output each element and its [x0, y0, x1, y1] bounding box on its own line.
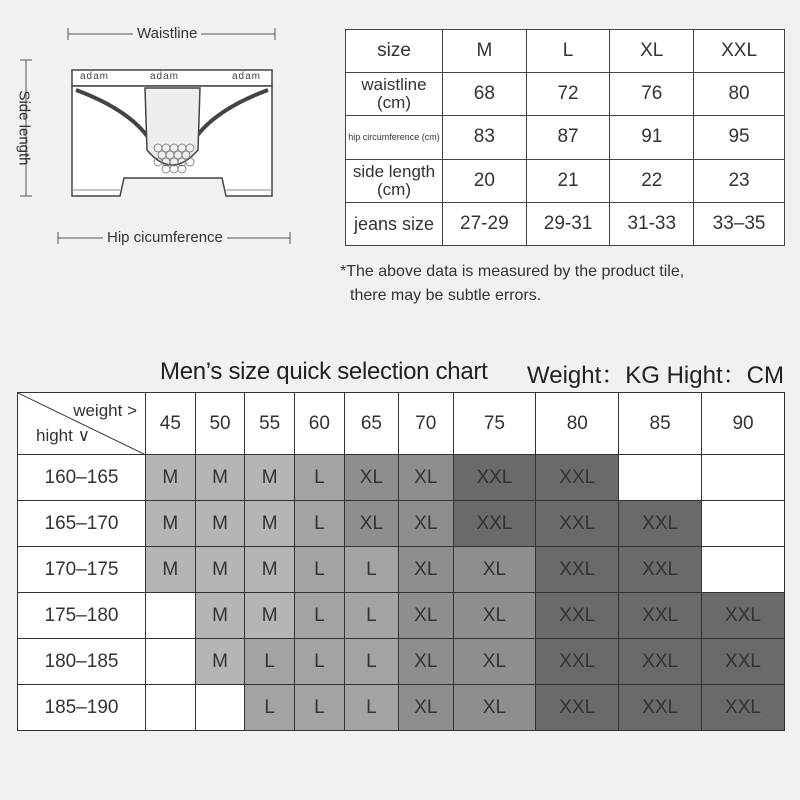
size-header: size — [346, 30, 443, 73]
size-cell: M — [245, 547, 295, 593]
size-cell — [702, 455, 785, 501]
size-cell: L — [295, 501, 345, 547]
size-cell: XL — [453, 639, 536, 685]
table-cell: 76 — [610, 73, 694, 116]
table-cell: 31-33 — [610, 202, 694, 245]
weight-header: 85 — [619, 393, 702, 455]
size-cell: XXL — [702, 685, 785, 731]
size-cell: XXL — [536, 685, 619, 731]
table-row — [18, 547, 785, 593]
table-cell: 95 — [694, 116, 785, 159]
chart-title: Men’s size quick selection chart — [160, 358, 488, 385]
table-cell: 21 — [526, 159, 610, 202]
table-cell: 29-31 — [526, 202, 610, 245]
size-cell: XL — [399, 455, 453, 501]
band-logo: adam — [150, 71, 180, 82]
table-cell: 23 — [694, 159, 785, 202]
size-table — [345, 29, 785, 246]
size-cell: XL — [399, 547, 453, 593]
hight-range: 160–165 — [18, 455, 146, 501]
table-cell: 83 — [443, 116, 527, 159]
size-cell: L — [295, 455, 345, 501]
size-cell: L — [344, 639, 398, 685]
weight-header: 60 — [295, 393, 345, 455]
size-cell: XL — [344, 501, 398, 547]
size-cell — [146, 593, 196, 639]
size-selection-table — [17, 392, 785, 731]
table-cell: 27-29 — [443, 202, 527, 245]
size-cell: XXL — [619, 547, 702, 593]
hight-range: 170–175 — [18, 547, 146, 593]
size-cell: M — [146, 547, 196, 593]
size-header: L — [526, 30, 610, 73]
size-cell: XXL — [619, 685, 702, 731]
size-cell: XL — [453, 593, 536, 639]
band-logo: adam — [80, 71, 110, 82]
size-cell: L — [344, 547, 398, 593]
size-cell: XL — [453, 547, 536, 593]
table-row — [18, 639, 785, 685]
size-cell: XXL — [536, 501, 619, 547]
size-cell: L — [344, 593, 398, 639]
size-cell: XL — [344, 455, 398, 501]
table-cell: 72 — [526, 73, 610, 116]
size-cell: M — [245, 593, 295, 639]
table-row — [18, 593, 785, 639]
size-cell: M — [195, 455, 245, 501]
note-line: there may be subtle errors. — [350, 287, 542, 304]
size-cell: XL — [399, 501, 453, 547]
units-label: Weight：KG Hight：CM — [527, 362, 784, 389]
size-cell: XXL — [536, 455, 619, 501]
size-cell: XL — [399, 639, 453, 685]
size-cell: XXL — [536, 593, 619, 639]
weight-header: 50 — [195, 393, 245, 455]
size-cell: XXL — [536, 639, 619, 685]
size-cell: XXL — [619, 593, 702, 639]
size-cell: M — [195, 639, 245, 685]
measurement-note — [340, 260, 684, 308]
weight-header: 70 — [399, 393, 453, 455]
size-cell: XXL — [702, 639, 785, 685]
table-corner-header — [18, 393, 146, 455]
size-cell: M — [245, 501, 295, 547]
table-cell: 22 — [610, 159, 694, 202]
size-cell: M — [195, 501, 245, 547]
row-label-side-length: side length (cm) — [346, 159, 443, 202]
hight-axis-label: hight ∨ — [36, 426, 91, 445]
size-cell — [702, 547, 785, 593]
size-cell: XXL — [536, 547, 619, 593]
weight-header: 65 — [344, 393, 398, 455]
weight-axis-label: weight > — [73, 401, 137, 420]
hight-range: 175–180 — [18, 593, 146, 639]
hight-range: 165–170 — [18, 501, 146, 547]
size-cell: L — [295, 639, 345, 685]
hip-label: Hip cicumference — [103, 229, 227, 246]
waistline-label: Waistline — [133, 25, 201, 42]
size-cell: M — [245, 455, 295, 501]
size-cell — [619, 455, 702, 501]
side-length-label: Side length — [15, 90, 33, 166]
table-cell: 68 — [443, 73, 527, 116]
size-cell: XXL — [619, 501, 702, 547]
size-cell: L — [295, 593, 345, 639]
size-cell: M — [146, 455, 196, 501]
weight-header: 75 — [453, 393, 536, 455]
size-cell: XXL — [453, 455, 536, 501]
size-cell: M — [146, 501, 196, 547]
table-cell: 20 — [443, 159, 527, 202]
size-cell: XL — [399, 685, 453, 731]
size-header: M — [443, 30, 527, 73]
size-cell: XXL — [702, 593, 785, 639]
size-header: XL — [610, 30, 694, 73]
table-cell: 33–35 — [694, 202, 785, 245]
table-cell: 80 — [694, 73, 785, 116]
size-cell: M — [195, 547, 245, 593]
table-row — [18, 501, 785, 547]
size-cell — [146, 685, 196, 731]
size-cell: L — [344, 685, 398, 731]
table-cell: 87 — [526, 116, 610, 159]
weight-header: 55 — [245, 393, 295, 455]
row-label-hip: hip circumference (cm) — [346, 116, 443, 159]
hight-range: 185–190 — [18, 685, 146, 731]
size-header: XXL — [694, 30, 785, 73]
weight-header: 90 — [702, 393, 785, 455]
size-cell: L — [295, 547, 345, 593]
size-cell — [195, 685, 245, 731]
size-cell — [146, 639, 196, 685]
hight-range: 180–185 — [18, 639, 146, 685]
note-line: *The above data is measured by the product tile, — [340, 263, 685, 280]
size-cell: XL — [453, 685, 536, 731]
table-cell: 91 — [610, 116, 694, 159]
size-cell: M — [195, 593, 245, 639]
weight-header: 80 — [536, 393, 619, 455]
weight-header: 45 — [146, 393, 196, 455]
row-label-jeans-size: jeans size — [346, 202, 443, 245]
size-cell: XXL — [619, 639, 702, 685]
size-cell: L — [295, 685, 345, 731]
size-cell: L — [245, 685, 295, 731]
size-cell — [702, 501, 785, 547]
size-cell: XXL — [453, 501, 536, 547]
size-cell: XL — [399, 593, 453, 639]
table-row — [18, 455, 785, 501]
table-row — [18, 685, 785, 731]
band-logo: adam — [232, 71, 262, 82]
row-label-waistline: waistline (cm) — [346, 73, 443, 116]
size-cell: L — [245, 639, 295, 685]
